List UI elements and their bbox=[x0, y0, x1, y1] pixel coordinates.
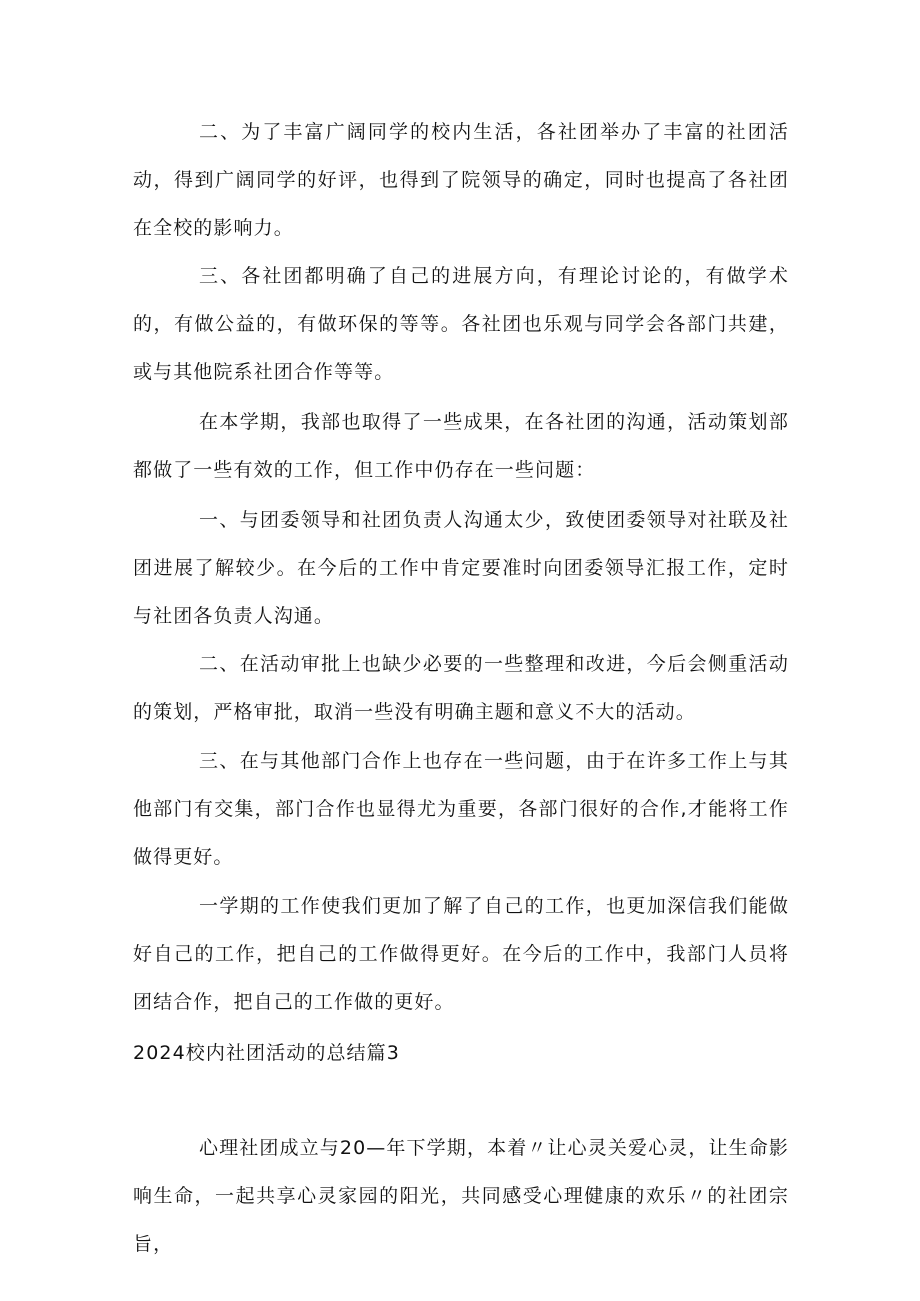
paragraph-4: 一、与团委领导和社团负责人沟通太少，致使团委领导对社联及社团进展了解较少。在今后的工作中肯定要准时向团委领导汇报工作，定时与社团各负责人沟通。 bbox=[133, 509, 789, 627]
paragraph-6: 三、在与其他部门合作上也存在一些问题，由于在许多工作上与其他部门有交集，部门合作也显得尤为重要，各部门很好的合作,才能将工作做得更好。 bbox=[133, 750, 789, 868]
paragraph-1: 二、为了丰富广阔同学的校内生活，各社团举办了丰富的社团活动，得到广阔同学的好评，也得到了院领导的确定，同时也提高了各社团在全校的影响力。 bbox=[133, 121, 789, 239]
paragraph-2: 三、各社团都明确了自己的进展方向，有理论讨论的，有做学术的，有做公益的，有做环保的等等。各社团也乐观与同学会各部门共建，或与其他院系社团合作等等。 bbox=[133, 265, 789, 383]
section-heading: 2024校内社团活动的总结篇3 bbox=[133, 1042, 400, 1064]
paragraph-7: 一学期的工作使我们更加了解了自己的工作，也更加深信我们能做好自己的工作，把自己的工作做得更好。在今后的工作中，我部门人员将团结合作，把自己的工作做的更好。 bbox=[133, 895, 789, 1013]
paragraph-3: 在本学期，我部也取得了一些成果，在各社团的沟通，活动策划部都做了一些有效的工作，但工作中仍存在一些问题： bbox=[133, 411, 789, 481]
paragraph-5: 二、在活动审批上也缺少必要的一些整理和改进，今后会侧重活动的策划，严格审批，取消一些没有明确主题和意义不大的活动。 bbox=[133, 653, 789, 723]
paragraph-8: 心理社团成立与20—年下学期，本着〃让心灵关爱心灵，让生命影响生命，一起共享心灵家园的阳光，共同感受心理健康的欢乐〃的社团宗旨， bbox=[133, 1137, 789, 1255]
